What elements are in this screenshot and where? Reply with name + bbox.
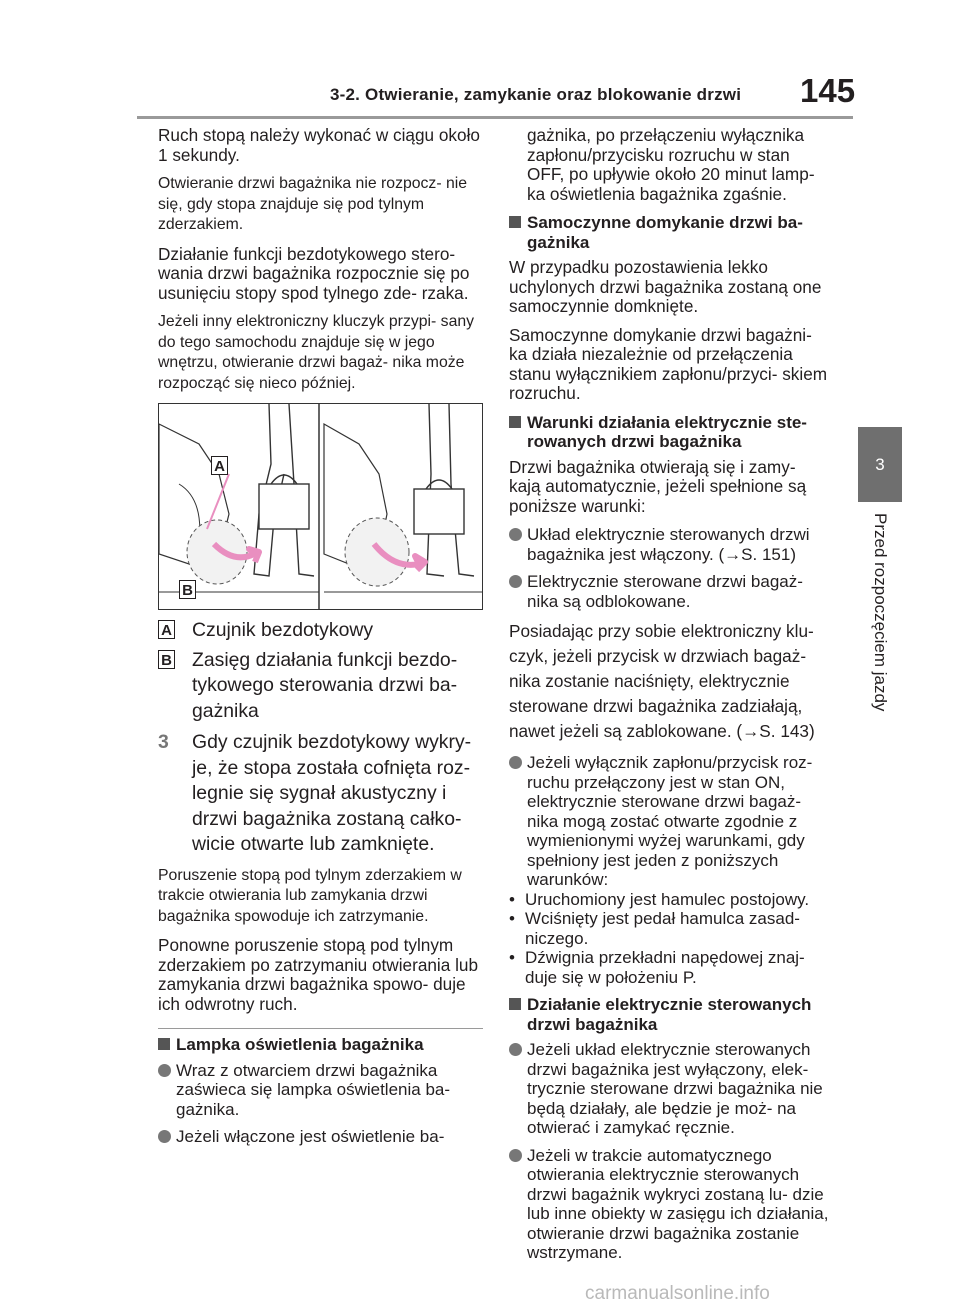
dash-mark: • [509,889,515,909]
section-divider [158,1028,483,1029]
bullet-text: Układ elektrycznie sterowanych drzwi bagażnika jest włączony. (→S. 151) [527,525,810,564]
dash-mark: • [509,948,515,967]
right-column [509,126,831,1271]
paragraph: Otwieranie drzwi bagażnika nie rozpocz- nie się, gdy stopa znajduje się pod tylnym zderzakiem. [158,175,468,233]
round-bullet-icon [509,756,522,769]
bullet-item [509,525,831,564]
bullet-text: Jeżeli w trakcie automatycznego otwierania elektrycznie sterowanych drzwi bagażnik wykryci zostaną lu- dzie lub inne obiekty w zasięgu ich działania, otwieranie drzwi bagażnika zostanie wstrzymane. [527,1145,829,1262]
dash-item [509,909,831,948]
bullet-item [158,1127,483,1147]
heading-text: Warunki działania elektrycznie ste- rowanych drzwi bagażnika [527,412,807,451]
step-3 [158,730,483,858]
chapter-title: Przed rozpoczęciem jazdy [871,513,890,712]
bullet-item [509,1146,831,1263]
paragraph: Poruszenie stopą pod tylnym zderzakiem w trakcie otwierania lub zamykania drzwi bagażnika spowoduje ich zatrzymanie. [158,866,462,925]
caption-b-text: Zasięg działania funkcji bezdo- tykowego sterowania drzwi ba- gażnika [192,648,458,722]
bullet-item [509,572,831,611]
heading-operation [509,995,831,1034]
step-text: Gdy czujnik bezdotykowy wykry- je, że stopa została cofnięta roz- legnie się sygnał akustyczny i drzwi bagażnika zostaną całko- wicie otwarte lub zamknięte. [192,731,472,855]
square-bullet-icon [509,998,521,1010]
bullet-item [509,753,831,890]
paragraph: Działanie funkcji bezdotykowego stero- wania drzwi bagażnika rozpocznie się po usunięciu stopy spod tylnego zde- rzaka. [158,243,470,303]
square-bullet-icon [509,216,521,228]
bullet-item [509,1040,831,1138]
bullet-text: Jeżeli układ elektrycznie sterowanych drzwi bagażnika jest wyłączony, elek- trycznie sterowane drzwi bagażnika nie będą działały, ale będzie je moż- na otwierać i zamykać ręcznie. [527,1040,823,1137]
round-bullet-icon [509,575,522,588]
heading-text: Lampka oświetlenia bagażnika [176,1035,424,1054]
caption-a-text: Czujnik bezdotykowy [192,619,374,641]
round-bullet-icon [509,1149,522,1162]
bullet-text: Elektrycznie sterowane drzwi bagaż- nika są odblokowane. [527,572,803,611]
round-bullet-icon [509,1043,522,1056]
round-bullet-icon [158,1064,171,1077]
figure-label-a: A [211,456,228,475]
square-bullet-icon [158,1038,170,1050]
round-bullet-icon [509,528,522,541]
chapter-tab: 3 [858,427,902,502]
dash-text: Uruchomiony jest hamulec postojowy. [525,889,810,909]
watermark: carmanualsonline.info [585,1283,770,1304]
paragraph: Jeżeli inny elektroniczny kluczyk przypi- sany do tego samochodu znajduje się w jego wnętrzu, otwieranie drzwi bagaż- nika może rozpocząć się nieco później. [158,313,475,392]
bullet-text: Wraz z otwarciem drzwi bagażnika zaświeca się lampka oświetlenia ba- gażnika. [176,1060,451,1119]
bullet-item [158,1061,483,1120]
caption-label-b: B [158,650,175,669]
paragraph: Posiadając przy sobie elektroniczny klu- czyk, jeżeli przycisk w drzwiach bagaż- nika zostanie naciśnięty, elektrycznie sterowane drzwi bagażnika zadziałają, nawet jeżeli są zablokowane. (→S. 143) [509,621,815,741]
paragraph: Samoczynne domykanie drzwi bagażni- ka działa niezależnie od przełączenia stanu wyłącznikiem zapłonu/przyci- skiem rozruchu. [509,324,828,403]
dash-item [509,890,831,910]
dash-text: Wciśnięty jest pedał hamulca zasad- niczego. [525,909,800,948]
paragraph: W przypadku pozostawienia lekko uchylonych drzwi bagażnika zostaną one samoczynnie domknięte. [509,257,822,316]
dash-text: Dźwignia przekładni napędowej znaj- duje się w położeniu P. [525,948,805,987]
dash-item [509,948,831,987]
heading-conditions [509,413,831,452]
left-column [158,126,483,1155]
paragraph: Ruch stopą należy wykonać w ciągu około 1 sekundy. [158,125,480,165]
heading-auto-close [509,213,831,252]
page-number: 145 [800,72,856,109]
heading-text: Samoczynne domykanie drzwi ba- gażnika [527,213,803,252]
caption-b [158,648,483,725]
heading-lamp [158,1035,483,1055]
bullet-text: Jeżeli wyłącznik zapłonu/przycisk roz- ruchu przełączony jest w stan ON, elektrycznie sterowane drzwi bagaż- nika mogą zostać otwarte zgodnie z wymienionymi wyżej warunkami, gdy spełniony jest jeden z poniższych warunków: [527,753,813,889]
caption-a [158,618,483,644]
heading-text: Działanie elektrycznie sterowanych drzwi bagażnika [527,995,812,1034]
dash-mark: • [509,909,515,928]
paragraph: Ponowne poruszenie stopą pod tylnym zderzakiem po zatrzymaniu otwierania lub zamykania drzwi bagażnika spowo- duje ich odwrotny ruch. [158,935,479,1014]
kick-sensor-illustration [159,404,482,609]
kick-sensor-figure [158,403,483,610]
figure-label-b: B [179,580,196,599]
round-bullet-icon [158,1130,171,1143]
square-bullet-icon [509,416,521,428]
paragraph: gażnika, po przełączeniu wyłącznika zapłonu/przycisku rozruchu w stan OFF, po upływie około 20 minut lamp- ka oświetlenia bagażnika zgaśnie. [527,125,815,204]
header-rule [137,116,853,119]
paragraph: Drzwi bagażnika otwierają się i zamy- kają automatycznie, jeżeli spełnione są poniższe warunki: [509,456,807,516]
step-number: 3 [158,731,169,753]
section-title: 3-2. Otwieranie, zamykanie oraz blokowanie drzwi [330,85,742,104]
bullet-text: Jeżeli włączone jest oświetlenie ba- [176,1127,445,1146]
caption-label-a: A [158,620,175,639]
